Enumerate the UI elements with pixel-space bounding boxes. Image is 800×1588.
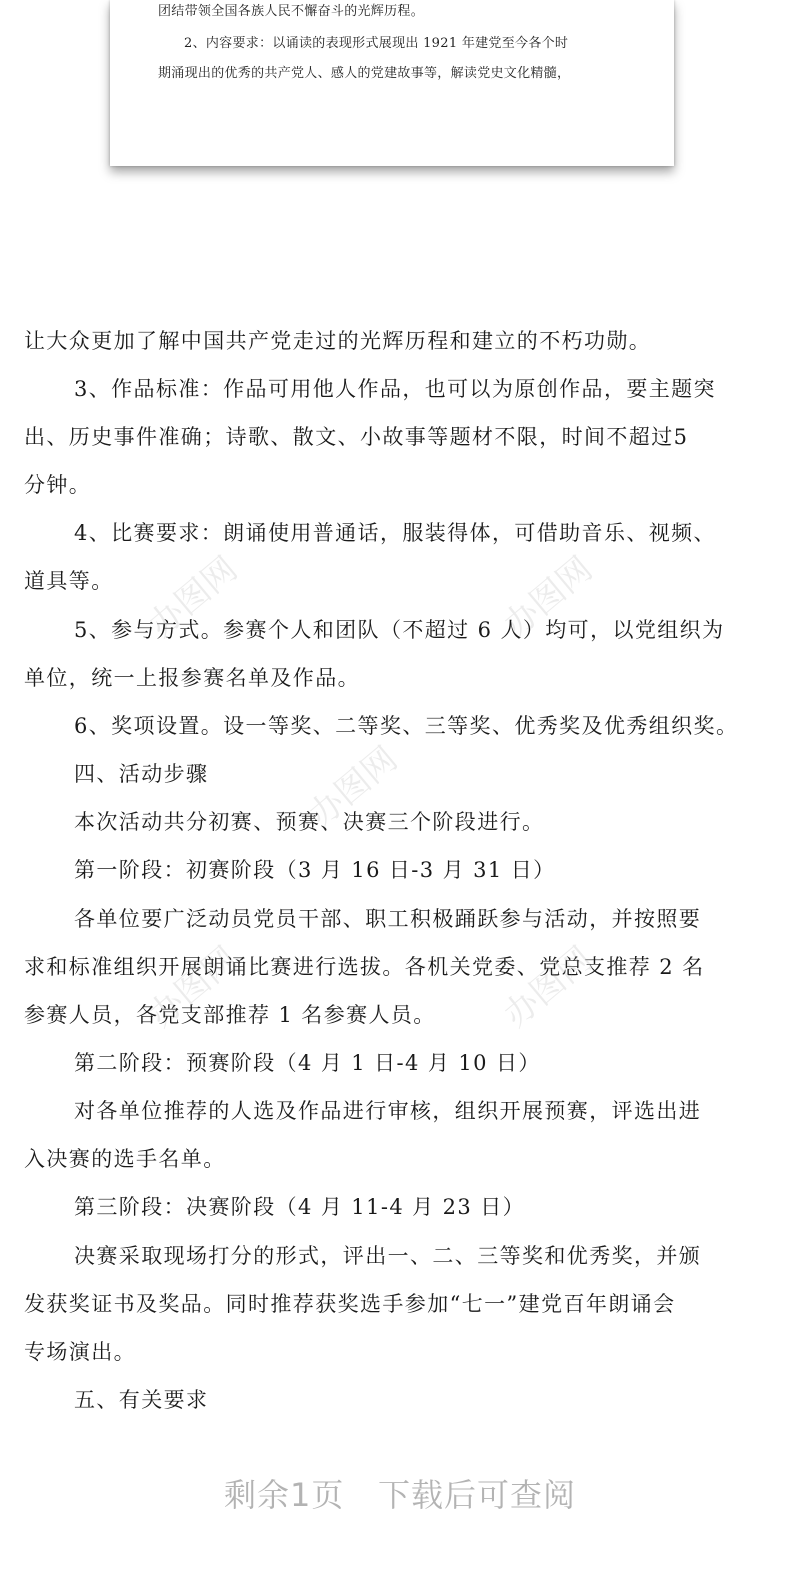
- doc-line: 第三阶段：决赛阶段（4 月 11-4 月 23 日）: [74, 1195, 526, 1219]
- doc-line: 6、奖项设置。设一等奖、二等奖、三等奖、优秀奖及优秀组织奖。: [74, 714, 739, 738]
- watermark: 办图网: [301, 739, 406, 836]
- doc-line: 3、作品标准：作品可用他人作品，也可以为原创作品，要主题突: [74, 377, 716, 401]
- preview-line: 期涌现出的优秀的共产党人、感人的党建故事等，解读党史文化精髓，: [158, 66, 571, 81]
- doc-line: 对各单位推荐的人选及作品进行审核，组织开展预赛，评选出进: [74, 1099, 702, 1123]
- doc-line: 单位，统一上报参赛名单及作品。: [24, 666, 360, 690]
- doc-line: 本次活动共分初赛、预赛、决赛三个阶段进行。: [74, 810, 545, 834]
- download-prompt[interactable]: [0, 1470, 800, 1516]
- doc-line: 道具等。: [24, 569, 114, 593]
- doc-line: 求和标准组织开展朗诵比赛进行选拔。各机关党委、党总支推荐 2 名: [24, 955, 705, 979]
- doc-line: 专场演出。: [24, 1340, 136, 1364]
- section-heading: 五、有关要求: [74, 1388, 209, 1412]
- preview-line: 团结带领全国各族人民不懈奋斗的光辉历程。: [158, 4, 425, 19]
- doc-line: 出、历史事件准确；诗歌、散文、小故事等题材不限，时间不超过5: [24, 425, 689, 449]
- watermark: 办图网: [496, 939, 601, 1036]
- download-hint-text: 下载后可查阅: [377, 1476, 576, 1514]
- watermark: 办图网: [141, 549, 246, 646]
- doc-line: 分钟。: [24, 473, 92, 497]
- preview-line: 2、内容要求：以诵读的表现形式展现出 1921 年建党至今各个时: [184, 36, 569, 51]
- doc-line: 入决赛的选手名单。: [24, 1147, 226, 1171]
- doc-line: 参赛人员，各党支部推荐 1 名参赛人员。: [24, 1003, 436, 1027]
- remaining-pages-text: 剩余1页: [224, 1476, 345, 1514]
- doc-line: 第二阶段：预赛阶段（4 月 1 日-4 月 10 日）: [74, 1051, 541, 1075]
- watermark: 办图网: [141, 939, 246, 1036]
- doc-line: 决赛采取现场打分的形式，评出一、二、三等奖和优秀奖，并颁: [74, 1244, 702, 1268]
- document-preview-card: [110, 0, 674, 166]
- doc-line: 第一阶段：初赛阶段（3 月 16 日-3 月 31 日）: [74, 858, 556, 882]
- doc-line: 让大众更加了解中国共产党走过的光辉历程和建立的不朽功勋。: [24, 329, 652, 353]
- doc-line: 4、比赛要求：朗诵使用普通话，服装得体，可借助音乐、视频、: [74, 521, 716, 545]
- doc-line: 发获奖证书及奖品。同时推荐获奖选手参加“七一”建党百年朗诵会: [24, 1292, 676, 1316]
- watermark: 办图网: [496, 549, 601, 646]
- section-heading: 四、活动步骤: [74, 762, 209, 786]
- doc-line: 5、参与方式。参赛个人和团队（不超过 6 人）均可，以党组织为: [74, 618, 725, 642]
- doc-line: 各单位要广泛动员党员干部、职工积极踊跃参与活动，并按照要: [74, 907, 702, 931]
